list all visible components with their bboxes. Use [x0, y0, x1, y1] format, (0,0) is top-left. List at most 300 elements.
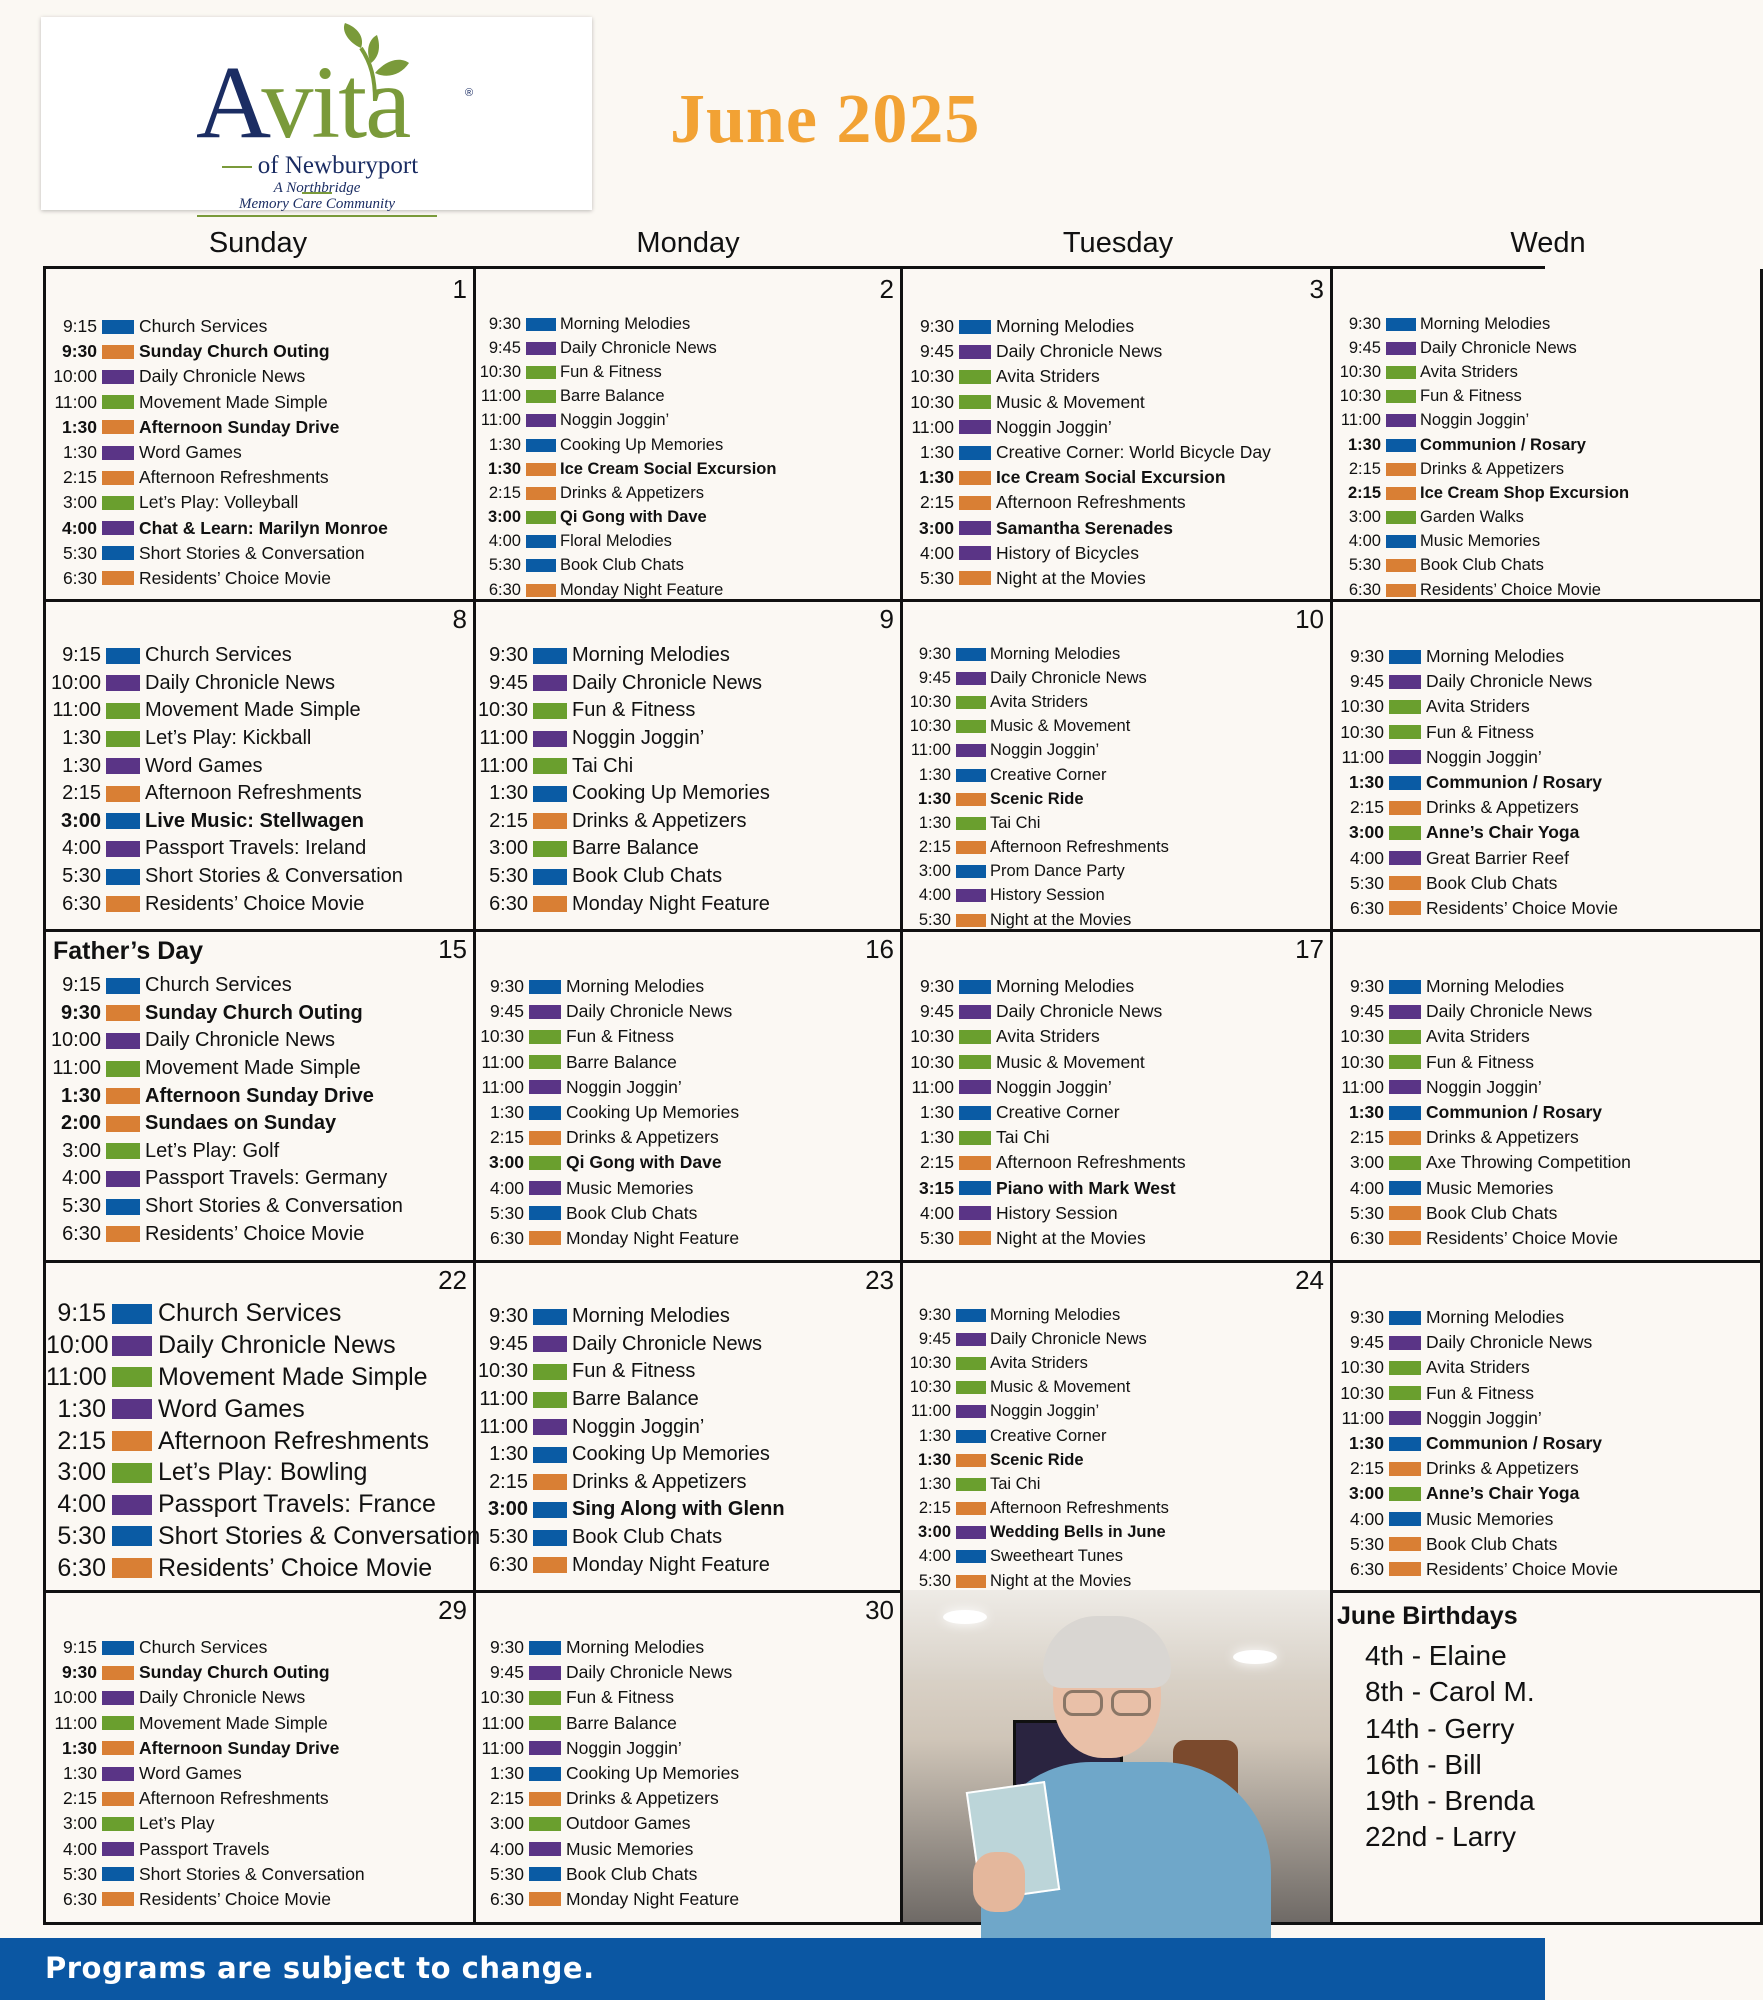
event-row — [903, 860, 1330, 884]
event-title: Drinks & Appetizers — [1426, 1127, 1579, 1148]
event-time: 1:30 — [1348, 1102, 1384, 1123]
event-title: Fun & Fitness — [1426, 1382, 1534, 1403]
event-row — [473, 481, 900, 505]
event-time: 9:15 — [57, 1299, 106, 1328]
event-row — [46, 1138, 473, 1166]
event-time: 9:45 — [489, 1001, 524, 1022]
event-row — [473, 457, 900, 481]
event-row — [46, 314, 473, 339]
event-row — [46, 1425, 473, 1457]
event-title: Monday Night Feature — [572, 1553, 770, 1576]
day-cell-30 — [473, 1590, 903, 1925]
event-row — [46, 516, 473, 541]
event-title: Afternoon Refreshments — [990, 838, 1169, 857]
event-title: Drinks & Appetizers — [572, 1470, 747, 1493]
event-row — [473, 1524, 900, 1552]
event-time: 4:00 — [919, 542, 954, 563]
event-time: 10:30 — [480, 1687, 524, 1708]
category-swatch-purple — [959, 546, 991, 560]
event-time: 1:30 — [1347, 435, 1381, 454]
category-swatch-blue — [959, 1181, 991, 1195]
event-row — [473, 530, 900, 554]
event-title: Word Games — [158, 1394, 305, 1423]
event-time: 2:15 — [1349, 1127, 1384, 1148]
event-row — [46, 1837, 473, 1862]
calendar-grid — [43, 266, 1631, 1925]
category-swatch-green — [1389, 725, 1421, 739]
event-row — [473, 433, 900, 457]
birthdays-list — [1365, 1638, 1535, 1856]
event-list — [1333, 644, 1760, 921]
ceiling-light — [943, 1610, 987, 1624]
footer-notice: Programs are subject to change. — [45, 1951, 595, 1985]
event-title: Drinks & Appetizers — [572, 809, 747, 832]
category-swatch-blue — [956, 648, 986, 661]
event-title: Noggin Joggin’ — [990, 1402, 1100, 1421]
category-swatch-blue — [529, 1767, 561, 1781]
category-swatch-blue — [529, 1867, 561, 1881]
event-time: 2:00 — [60, 1112, 101, 1135]
event-row — [473, 1496, 900, 1524]
category-swatch-green — [533, 758, 567, 774]
event-time: 1:30 — [918, 813, 951, 832]
day-cell-10 — [903, 599, 1333, 932]
event-time: 10:30 — [1340, 1357, 1384, 1378]
event-title: Qi Gong with Dave — [560, 508, 707, 527]
day-number: 23 — [865, 1265, 894, 1295]
event-title: Movement Made Simple — [139, 391, 328, 412]
event-row — [473, 1685, 900, 1710]
category-swatch-blue — [959, 320, 991, 334]
category-swatch-green — [533, 1392, 567, 1408]
event-title: Sweetheart Tunes — [990, 1547, 1123, 1566]
event-title: Residents’ Choice Movie — [1426, 1227, 1618, 1248]
event-time: 4:00 — [1349, 847, 1384, 868]
event-time: 11:00 — [911, 1076, 954, 1097]
day-cell-9 — [473, 599, 903, 932]
event-row — [903, 415, 1330, 440]
category-swatch-blue — [956, 865, 986, 878]
event-time: 11:00 — [52, 1057, 101, 1080]
event-row — [903, 1201, 1330, 1226]
event-time: 11:00 — [480, 411, 521, 430]
event-title: Monday Night Feature — [560, 580, 724, 599]
category-swatch-blue — [526, 535, 556, 548]
event-row — [46, 541, 473, 566]
event-row — [46, 1000, 473, 1028]
event-title: Anne’s Chair Yoga — [1426, 822, 1580, 843]
event-row — [46, 972, 473, 1000]
event-title: Scenic Ride — [990, 789, 1084, 808]
category-swatch-purple — [533, 1419, 567, 1435]
event-title: Piano with Mark West — [996, 1177, 1176, 1198]
event-row — [473, 1811, 900, 1836]
event-row — [473, 1386, 900, 1414]
event-title: Noggin Joggin’ — [1420, 411, 1530, 430]
event-row — [473, 1469, 900, 1497]
event-row — [1333, 433, 1760, 457]
event-row — [903, 1351, 1330, 1375]
event-title: Avita Striders — [1420, 362, 1518, 381]
birthday-item: 8th - Carol M. — [1365, 1676, 1535, 1708]
category-swatch-blue — [102, 1641, 134, 1655]
event-time: 1:30 — [489, 1443, 528, 1466]
event-list — [46, 972, 473, 1248]
event-list — [1333, 974, 1760, 1251]
event-row — [46, 1082, 473, 1110]
event-title: Passport Travels — [139, 1838, 270, 1859]
category-swatch-purple — [106, 841, 140, 857]
day-cell-29 — [46, 1590, 476, 1925]
event-row — [46, 808, 473, 836]
event-title: Short Stories & Conversation — [139, 542, 365, 563]
event-title: Passport Travels: Germany — [145, 1167, 388, 1190]
event-row — [903, 1024, 1330, 1049]
category-swatch-green — [526, 390, 556, 403]
event-row — [903, 1545, 1330, 1569]
event-row — [1333, 336, 1760, 360]
event-row — [903, 1050, 1330, 1075]
event-title: Avita Striders — [996, 1026, 1100, 1047]
event-time: 3:00 — [1348, 1483, 1384, 1504]
event-title: Fun & Fitness — [1426, 1051, 1534, 1072]
event-time: 2:15 — [62, 1788, 97, 1809]
event-time: 9:45 — [919, 1001, 954, 1022]
event-time: 9:45 — [918, 1329, 951, 1348]
event-list — [1333, 312, 1760, 602]
category-swatch-orange — [956, 1454, 986, 1467]
event-row — [473, 1551, 900, 1579]
event-title: Daily Chronicle News — [1426, 1332, 1593, 1353]
category-swatch-green — [529, 1055, 561, 1069]
event-time: 9:30 — [919, 316, 954, 337]
event-row — [473, 1125, 900, 1150]
event-row — [46, 1635, 473, 1660]
event-row — [1333, 1481, 1760, 1506]
event-title: Avita Striders — [1426, 1026, 1530, 1047]
birthday-item: 19th - Brenda — [1365, 1785, 1535, 1817]
category-swatch-green — [533, 841, 567, 857]
event-row — [1333, 644, 1760, 669]
category-swatch-purple — [112, 1399, 152, 1419]
event-time: 4:00 — [57, 1490, 106, 1519]
category-swatch-blue — [1389, 1512, 1421, 1526]
event-time: 2:15 — [488, 483, 521, 502]
event-title: Morning Melodies — [560, 314, 691, 333]
event-time: 2:15 — [1347, 483, 1381, 502]
category-swatch-purple — [956, 1526, 986, 1539]
event-time: 1:30 — [917, 1450, 951, 1469]
event-title: Daily Chronicle News — [139, 366, 306, 387]
event-time: 11:00 — [1341, 1407, 1384, 1428]
glasses-icon — [1111, 1690, 1151, 1716]
event-row — [46, 1862, 473, 1887]
event-title: Church Services — [139, 1637, 268, 1658]
event-row — [473, 1100, 900, 1125]
event-row — [903, 1448, 1330, 1472]
event-row — [903, 490, 1330, 515]
category-swatch-purple — [956, 889, 986, 902]
event-row — [903, 1303, 1330, 1327]
event-title: Afternoon Refreshments — [990, 1499, 1169, 1518]
day-cell-4 — [1333, 269, 1763, 602]
event-time: 11:00 — [481, 1712, 524, 1733]
event-title: Noggin Joggin’ — [566, 1076, 682, 1097]
event-row — [903, 715, 1330, 739]
event-title: Anne’s Chair Yoga — [1426, 1483, 1580, 1504]
event-time: 5:30 — [62, 542, 97, 563]
event-time: 3:00 — [489, 837, 528, 860]
category-swatch-green — [959, 1055, 991, 1069]
event-title: Qi Gong with Dave — [566, 1152, 722, 1173]
event-row — [1333, 506, 1760, 530]
birthdays-panel — [1333, 1590, 1763, 1925]
event-row — [1333, 1381, 1760, 1406]
category-swatch-purple — [529, 1666, 561, 1680]
event-title: Afternoon Refreshments — [145, 782, 362, 805]
event-time: 4:00 — [918, 886, 951, 905]
day-number: 29 — [438, 1595, 467, 1625]
event-title: Night at the Movies — [996, 1227, 1146, 1248]
event-row — [903, 1075, 1330, 1100]
event-time: 10:30 — [910, 1026, 954, 1047]
event-time: 2:15 — [489, 1127, 524, 1148]
event-title: Residents’ Choice Movie — [145, 1222, 365, 1245]
event-time: 3:00 — [1349, 1152, 1384, 1173]
event-time: 3:00 — [487, 1498, 528, 1521]
event-title: Creative Corner — [990, 1426, 1107, 1445]
event-time: 4:00 — [489, 1838, 524, 1859]
category-swatch-blue — [1389, 1311, 1421, 1325]
event-time: 4:00 — [1349, 1177, 1384, 1198]
event-title: Daily Chronicle News — [560, 338, 717, 357]
event-title: Residents’ Choice Movie — [158, 1553, 433, 1582]
event-title: Fun & Fitness — [572, 1360, 696, 1383]
event-title: Daily Chronicle News — [990, 1329, 1147, 1348]
category-swatch-green — [112, 1463, 152, 1483]
category-swatch-blue — [1389, 1106, 1421, 1120]
event-row — [903, 974, 1330, 999]
event-time: 11:00 — [479, 754, 528, 777]
event-row — [1333, 1075, 1760, 1100]
category-swatch-orange — [106, 1005, 140, 1021]
event-row — [473, 1075, 900, 1100]
event-row — [903, 690, 1330, 714]
event-time: 5:30 — [57, 1521, 106, 1550]
event-row — [473, 1441, 900, 1469]
event-row — [903, 1400, 1330, 1424]
dow-monday: Monday — [636, 227, 740, 259]
event-row — [46, 1711, 473, 1736]
category-swatch-orange — [529, 1231, 561, 1245]
day-number: 30 — [865, 1595, 894, 1625]
event-title: Barre Balance — [566, 1712, 677, 1733]
event-title: Cooking Up Memories — [560, 435, 724, 454]
event-row — [1333, 1024, 1760, 1049]
event-row — [1333, 1557, 1760, 1582]
event-row — [473, 1201, 900, 1226]
month-title: June 2025 — [670, 81, 981, 158]
day-cell-16 — [473, 929, 903, 1263]
event-title: History of Bicycles — [996, 542, 1139, 563]
day-number: 22 — [438, 1265, 467, 1295]
event-time: 1:30 — [62, 754, 101, 777]
event-title: Movement Made Simple — [145, 1057, 361, 1080]
event-row — [473, 506, 900, 530]
event-row — [473, 312, 900, 336]
event-title: Daily Chronicle News — [990, 668, 1147, 687]
category-swatch-purple — [106, 1171, 140, 1187]
event-row — [1333, 669, 1760, 694]
category-swatch-orange — [959, 1231, 991, 1245]
event-time: 10:30 — [910, 366, 954, 387]
event-row — [46, 1811, 473, 1836]
event-time: 1:30 — [61, 416, 97, 437]
event-title: Music & Movement — [996, 1051, 1145, 1072]
event-time: 11:00 — [910, 741, 951, 760]
event-time: 5:30 — [918, 910, 951, 929]
event-time: 6:30 — [1349, 1558, 1384, 1579]
event-time: 6:30 — [489, 1553, 528, 1576]
event-title: Noggin Joggin’ — [572, 727, 705, 750]
category-swatch-purple — [102, 1691, 134, 1705]
event-time: 10:00 — [46, 1331, 109, 1360]
category-swatch-green — [959, 395, 991, 409]
event-title: Noggin Joggin’ — [996, 1076, 1112, 1097]
event-row — [1333, 409, 1760, 433]
event-title: Short Stories & Conversation — [158, 1521, 481, 1550]
event-title: Sunday Church Outing — [145, 1001, 363, 1024]
event-time: 6:30 — [62, 567, 97, 588]
event-title: Music Memories — [1426, 1508, 1554, 1529]
event-title: Morning Melodies — [566, 976, 705, 997]
event-time: 10:30 — [1339, 362, 1381, 381]
category-swatch-green — [959, 1030, 991, 1044]
event-time: 10:30 — [909, 1378, 951, 1397]
category-swatch-blue — [106, 978, 140, 994]
category-swatch-green — [959, 1131, 991, 1145]
event-time: 10:00 — [50, 671, 101, 694]
event-time: 10:30 — [909, 1353, 951, 1372]
event-row — [903, 836, 1330, 860]
day-number: 15 — [438, 934, 467, 964]
event-title: Wedding Bells in June — [990, 1523, 1166, 1542]
event-row — [46, 725, 473, 753]
event-row — [903, 1497, 1330, 1521]
event-time: 9:45 — [489, 1332, 528, 1355]
category-swatch-purple — [106, 675, 140, 691]
category-swatch-orange — [102, 1741, 134, 1755]
event-title: Morning Melodies — [1420, 314, 1551, 333]
event-time: 10:30 — [909, 692, 951, 711]
category-swatch-purple — [1389, 851, 1421, 865]
event-time: 9:15 — [62, 1637, 97, 1658]
event-title: Fun & Fitness — [566, 1687, 674, 1708]
event-row — [903, 566, 1330, 591]
category-swatch-purple — [959, 1080, 991, 1094]
category-swatch-purple — [1389, 1005, 1421, 1019]
event-title: Noggin Joggin’ — [1426, 1407, 1542, 1428]
event-title: Tai Chi — [572, 754, 634, 777]
category-swatch-purple — [1389, 1336, 1421, 1350]
category-swatch-orange — [1389, 1131, 1421, 1145]
event-row — [473, 1303, 900, 1331]
event-row — [473, 1358, 900, 1386]
category-swatch-blue — [106, 813, 140, 829]
event-time: 10:30 — [477, 1360, 528, 1383]
event-time: 9:45 — [918, 668, 951, 687]
event-time: 10:30 — [477, 699, 528, 722]
event-title: Fun & Fitness — [1426, 721, 1534, 742]
event-time: 5:30 — [62, 1195, 101, 1218]
event-title: Afternoon Refreshments — [139, 1788, 329, 1809]
event-time: 4:00 — [488, 532, 521, 551]
category-swatch-purple — [529, 1741, 561, 1755]
event-list — [903, 642, 1330, 932]
event-row — [903, 364, 1330, 389]
event-time: 9:30 — [489, 1637, 524, 1658]
event-time: 5:30 — [488, 556, 521, 575]
category-swatch-purple — [112, 1336, 152, 1356]
event-title: Tai Chi — [996, 1127, 1050, 1148]
event-time: 4:00 — [62, 1838, 97, 1859]
category-swatch-orange — [533, 1474, 567, 1490]
event-time: 11:00 — [479, 1415, 528, 1438]
footer-banner — [0, 1938, 1545, 2000]
event-time: 3:00 — [489, 1813, 524, 1834]
event-row — [1333, 1532, 1760, 1557]
day-cell-25 — [1333, 1260, 1763, 1593]
category-swatch-blue — [102, 320, 134, 334]
event-title: Daily Chronicle News — [145, 671, 336, 694]
event-row — [46, 1330, 473, 1362]
event-time: 10:30 — [910, 1051, 954, 1072]
event-row — [473, 554, 900, 578]
event-title: Daily Chronicle News — [1426, 1001, 1593, 1022]
event-row — [903, 339, 1330, 364]
event-time: 5:30 — [489, 1526, 528, 1549]
event-time: 11:00 — [46, 1362, 107, 1391]
event-time: 9:30 — [1348, 314, 1381, 333]
event-time: 1:30 — [61, 1737, 97, 1758]
event-time: 10:00 — [53, 366, 97, 387]
event-row — [473, 1887, 900, 1912]
category-swatch-blue — [956, 769, 986, 782]
event-title: Music & Movement — [990, 1378, 1131, 1397]
event-time: 2:15 — [1349, 797, 1384, 818]
event-title: Residents’ Choice Movie — [1426, 897, 1618, 918]
category-swatch-blue — [102, 546, 134, 560]
day-number: 9 — [879, 604, 894, 634]
event-row — [1333, 720, 1760, 745]
day-cell-8 — [46, 599, 476, 932]
event-row — [1333, 1305, 1760, 1330]
event-title: Residents’ Choice Movie — [1420, 580, 1601, 599]
event-time: 6:30 — [489, 1227, 524, 1248]
event-row — [903, 1150, 1330, 1175]
category-swatch-orange — [1386, 584, 1416, 597]
category-swatch-purple — [956, 1333, 986, 1346]
category-swatch-purple — [529, 1181, 561, 1195]
category-swatch-purple — [956, 1405, 986, 1418]
logo-tagline-2: Memory Care Community — [197, 196, 437, 217]
category-swatch-orange — [533, 1557, 567, 1573]
event-title: Noggin Joggin’ — [566, 1737, 682, 1758]
event-row — [1333, 1176, 1760, 1201]
category-swatch-orange — [533, 896, 567, 912]
event-title: Afternoon Refreshments — [996, 1152, 1186, 1173]
event-title: History Session — [990, 886, 1105, 905]
